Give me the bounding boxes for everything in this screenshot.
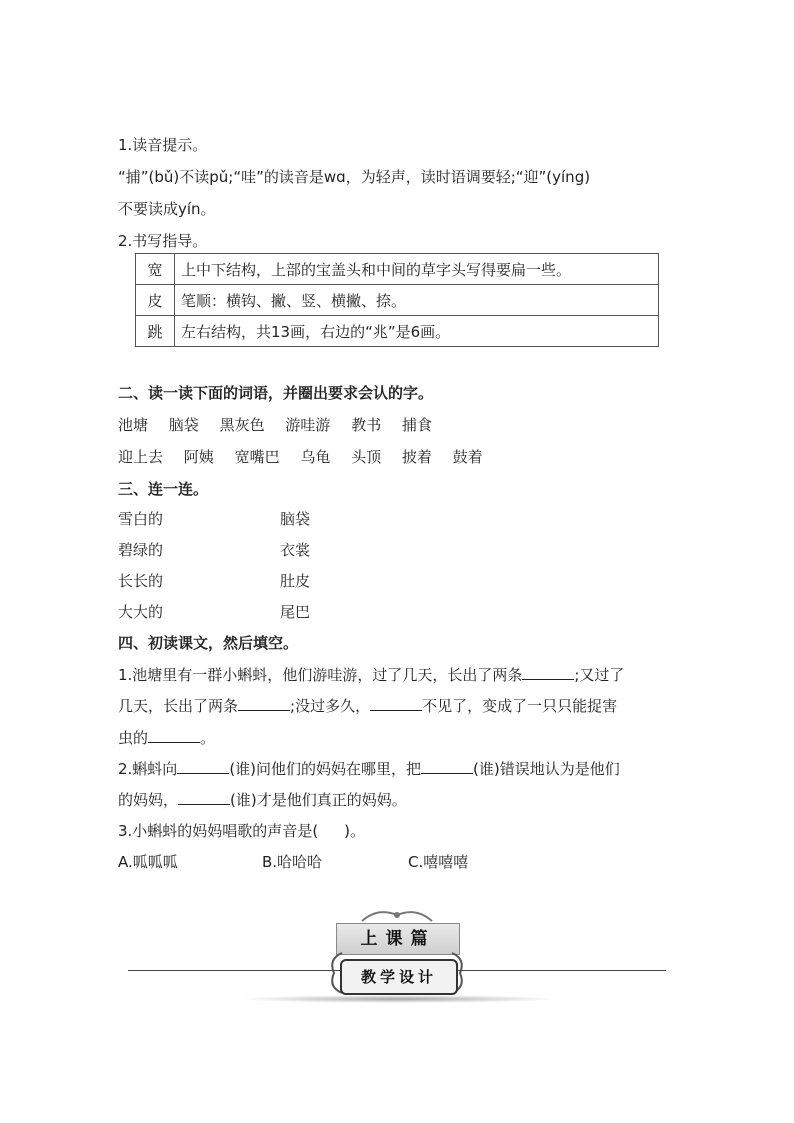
question-text: 不见了，变成了一只只能捉害: [422, 697, 618, 715]
question-2-line1: [118, 758, 620, 779]
question-3: [118, 820, 365, 841]
option-c[interactable]: C.嘻嘻嘻: [408, 853, 469, 871]
option-a[interactable]: A.呱呱呱: [118, 853, 178, 871]
question-text: 虫的: [118, 729, 149, 747]
question-text: 几天，长出了两条: [118, 697, 239, 715]
reading-heading: 1.读音提示。: [118, 136, 208, 154]
vocab-row-1: [118, 414, 448, 435]
writing-guide-table: [135, 253, 659, 347]
guide-char: 跳: [136, 316, 175, 347]
guide-note: 笔顺：横钩、撇、竖、横撇、捺。: [175, 285, 659, 316]
match-right-item: 脑袋: [280, 510, 311, 528]
question-text: (谁)才是他们真正的妈妈。: [230, 791, 407, 809]
vocab-word: 黑灰色: [219, 416, 265, 434]
vocab-word: 披着: [401, 448, 432, 466]
fill-blank[interactable]: [370, 696, 422, 711]
question-text: (谁)错误地认为是他们: [473, 760, 620, 778]
vocab-word: 迎上去: [118, 448, 164, 466]
question-1-line3: [118, 727, 215, 748]
table-row: [136, 285, 659, 316]
vocab-word: 阿姨: [183, 448, 214, 466]
vocab-word: 鼓着: [452, 448, 483, 466]
fill-blank[interactable]: [238, 696, 290, 711]
option-b[interactable]: B.哈哈哈: [262, 853, 323, 871]
section3-title: 三、连一连。: [118, 480, 209, 498]
match-left-item: 大大的: [118, 603, 164, 621]
question-2-line2: [118, 789, 407, 810]
fill-blank[interactable]: [522, 665, 574, 680]
question-text: 的妈妈，: [118, 791, 179, 809]
question-text: ;又过了: [574, 666, 625, 684]
question-text: ;没过多久，: [290, 697, 371, 715]
match-left-item: 碧绿的: [118, 541, 164, 559]
vocab-word: 脑袋: [168, 416, 199, 434]
vocab-word: 捕食: [401, 416, 432, 434]
lesson-banner: [128, 905, 666, 1010]
question-text: 。: [200, 729, 216, 747]
banner-subtitle: 教学设计: [340, 959, 458, 995]
guide-note: 左右结构，共13画，右边的“兆”是6画。: [175, 316, 659, 347]
reading-hint-line1: “捕”(bǔ)不读pǔ;“哇”的读音是wɑ，为轻声，读时语调要轻;“迎”(yíng): [118, 168, 591, 186]
writing-heading: 2.书写指导。: [118, 232, 208, 250]
match-right-item: 尾巴: [280, 603, 311, 621]
question-text: (谁)问他们的妈妈在哪里，把: [229, 760, 422, 778]
question-text: 2.蝌蚪向: [118, 760, 178, 778]
guide-char: 皮: [136, 285, 175, 316]
question-text: 1.池塘里有一群小蝌蚪，他们游哇游，过了几天，长出了两条: [118, 666, 523, 684]
fill-blank[interactable]: [148, 728, 200, 743]
banner-title: 上课篇: [336, 923, 460, 955]
fill-blank[interactable]: [177, 759, 229, 774]
match-left-item: 雪白的: [118, 510, 164, 528]
vocab-row-2: [118, 446, 499, 467]
guide-char: 宽: [136, 254, 175, 285]
match-right-item: 衣裳: [280, 541, 311, 559]
question-text: )。: [344, 822, 366, 840]
table-row: [136, 254, 659, 285]
reading-hint-line2: 不要读成yín。: [118, 200, 216, 218]
vocab-word: 游哇游: [285, 416, 331, 434]
question-1-line2: [118, 695, 617, 716]
match-left-item: 长长的: [118, 572, 164, 590]
question-text: 3.小蝌蚪的妈妈唱歌的声音是(: [118, 822, 319, 840]
vocab-word: 头顶: [351, 448, 382, 466]
banner-shadow: [238, 995, 558, 1003]
section4-title: 四、初读课文，然后填空。: [118, 634, 299, 652]
table-row: [136, 316, 659, 347]
fill-blank[interactable]: [178, 790, 230, 805]
section2-title: 二、读一读下面的词语，并圈出要求会认的字。: [118, 384, 434, 402]
fill-blank[interactable]: [421, 759, 473, 774]
vocab-word: 宽嘴巴: [234, 448, 280, 466]
guide-note: 上中下结构，上部的宝盖头和中间的草字头写得要扁一些。: [175, 254, 659, 285]
vocab-word: 乌龟: [300, 448, 331, 466]
question-1-line1: [118, 664, 624, 685]
vocab-word: 池塘: [118, 416, 149, 434]
vocab-word: 教书: [351, 416, 382, 434]
match-right-item: 肚皮: [280, 572, 311, 590]
ornament-icon: [360, 907, 434, 923]
